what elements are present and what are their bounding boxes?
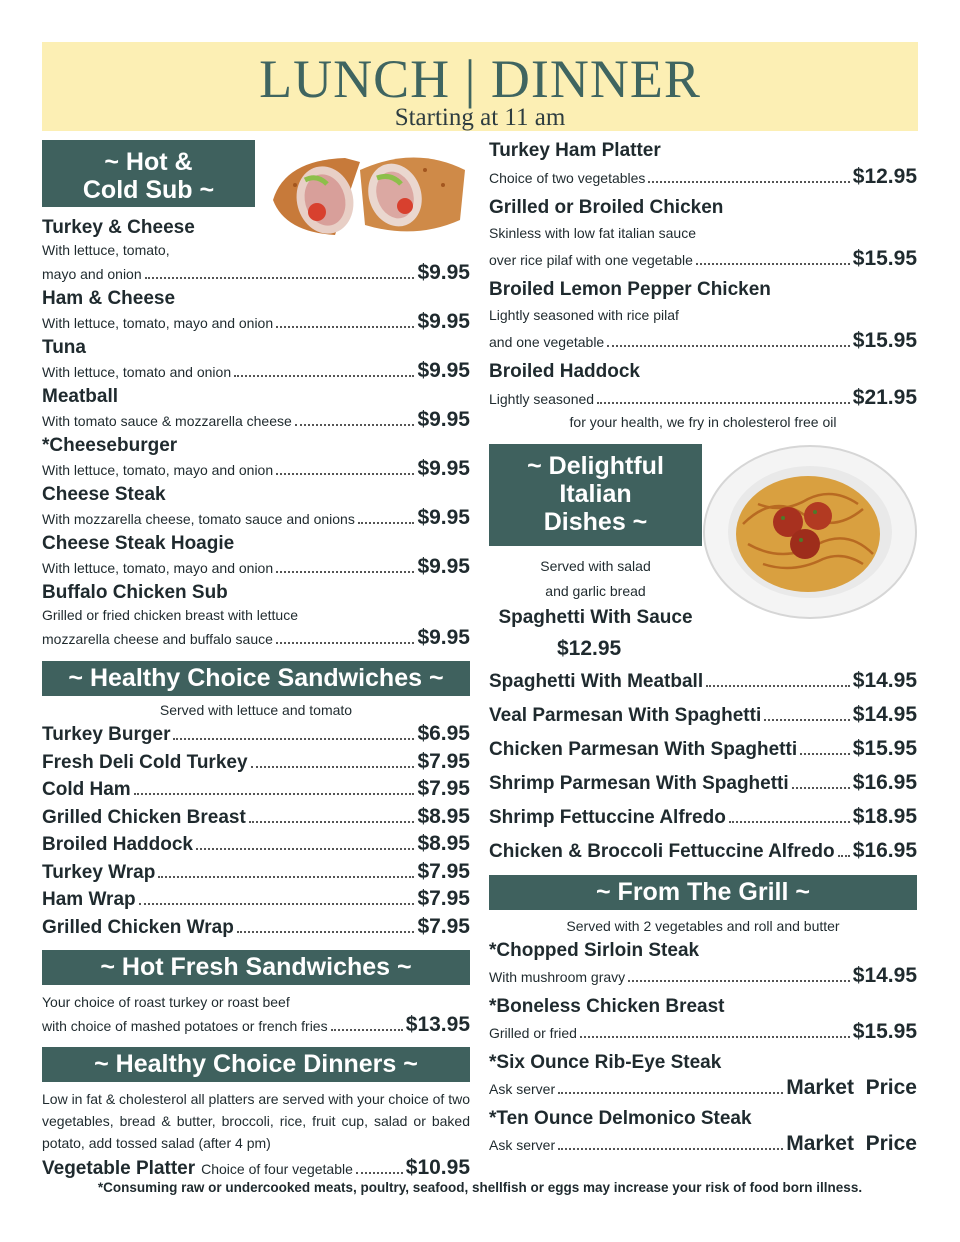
item-name: Veal Parmesan With Spaghetti	[489, 705, 762, 726]
menu-item	[42, 832, 470, 856]
menu-item	[489, 703, 917, 727]
item-desc: With lettuce, tomato, mayo and onion	[42, 560, 274, 576]
item-desc: Grilled or fried	[489, 1025, 577, 1041]
menu-item	[489, 805, 917, 829]
item-price: $9.95	[417, 359, 470, 382]
item-name: Turkey Wrap	[42, 861, 156, 883]
item-name: Shrimp Parmesan With Spaghetti	[489, 773, 789, 794]
dot-leader	[331, 1029, 403, 1031]
section-heading-healthy-sandwiches: ~ Healthy Choice Sandwiches ~	[42, 661, 470, 696]
dot-leader	[696, 263, 850, 265]
item-name: *Chopped Sirloin Steak	[489, 940, 700, 961]
item-desc: With lettuce, tomato, mayo and onion	[42, 462, 274, 478]
menu-item	[42, 1013, 470, 1037]
dot-leader	[800, 753, 850, 755]
item-price: $9.95	[417, 261, 470, 284]
menu-item	[42, 484, 470, 530]
dot-leader	[145, 277, 415, 279]
item-desc: Choice of two vegetables	[489, 170, 646, 186]
dot-leader	[173, 738, 414, 740]
item-name: Buffalo Chicken Sub	[42, 582, 228, 603]
title-banner	[42, 42, 918, 131]
heading-line: ~ Hot &	[104, 148, 193, 176]
section-heading-hot-fresh: ~ Hot Fresh Sandwiches ~	[42, 950, 470, 985]
menu-item	[489, 1108, 917, 1156]
menu-item	[489, 996, 917, 1044]
heading-line: Dishes ~	[543, 508, 648, 536]
dot-leader	[276, 571, 414, 573]
menu-item	[42, 805, 470, 829]
oil-note: for your health, we fry in cholesterol free oil	[569, 414, 837, 430]
item-desc: Your choice of roast turkey or roast beef	[42, 994, 290, 1010]
dot-leader	[706, 685, 850, 687]
dot-leader	[276, 326, 414, 328]
menu-item	[489, 737, 917, 761]
item-desc: Choice of four vegetable	[201, 1161, 353, 1177]
item-desc: Skinless with low fat italian sauce	[489, 225, 696, 241]
item-name: Turkey Ham Platter	[489, 140, 661, 161]
dot-leader	[249, 821, 415, 823]
right-column	[489, 140, 917, 1159]
item-price: $8.95	[417, 832, 470, 855]
dot-leader	[558, 1092, 783, 1094]
item-price: $15.95	[852, 247, 917, 270]
item-name: *Six Ounce Rib-Eye Steak	[489, 1052, 722, 1073]
item-name: Cheese Steak	[42, 484, 166, 505]
menu-item	[42, 533, 470, 579]
dot-leader	[356, 1172, 403, 1174]
item-name: *Boneless Chicken Breast	[489, 996, 725, 1017]
item-desc: Ask server	[489, 1081, 556, 1097]
menu-item	[489, 669, 917, 693]
dot-leader	[134, 793, 415, 795]
item-price: $7.95	[417, 777, 470, 800]
dot-leader	[558, 1148, 783, 1150]
menu-item	[489, 140, 917, 189]
item-price: $8.95	[417, 804, 470, 828]
item-desc: with choice of mashed potatoes or french fries	[42, 1018, 328, 1034]
section-heading-italian	[489, 444, 702, 546]
menu-item	[42, 288, 470, 334]
dot-leader	[276, 642, 415, 644]
item-desc: Lightly seasoned	[489, 391, 595, 407]
item-name: Cheese Steak Hoagie	[42, 533, 235, 554]
dot-leader	[729, 821, 850, 823]
section-note: Served with lettuce and tomato	[159, 702, 353, 718]
item-price: $16.95	[852, 771, 917, 794]
item-name: Spaghetti With Sauce	[498, 607, 693, 628]
dot-leader	[838, 855, 850, 857]
section-heading-healthy-dinners: ~ Healthy Choice Dinners ~	[42, 1047, 470, 1082]
item-name: Turkey & Cheese	[42, 217, 195, 238]
item-name: Chicken Parmesan With Spaghetti	[489, 739, 798, 760]
item-name: Spaghetti With Meatball	[489, 671, 704, 692]
menu-item	[42, 722, 470, 746]
item-price: $10.95	[405, 1156, 470, 1179]
menu-item	[42, 915, 470, 939]
menu-item	[42, 337, 470, 383]
item-name: Chicken & Broccoli Fettuccine Alfredo	[489, 841, 835, 862]
item-price: $9.95	[417, 457, 470, 480]
item-price: $7.95	[417, 859, 470, 883]
menu-item	[489, 771, 917, 795]
item-name: Cold Ham	[42, 779, 131, 800]
item-price: Market Price	[786, 1132, 917, 1155]
item-price: $9.95	[417, 408, 470, 431]
item-price: $15.95	[852, 737, 917, 760]
page-subtitle: Starting at 11 am	[394, 104, 566, 131]
menu-item	[42, 887, 470, 911]
italian-intro	[489, 554, 702, 661]
item-desc: Grilled or fried chicken breast with lettuce	[42, 607, 298, 623]
dot-leader	[139, 903, 415, 905]
item-name: Ham Wrap	[42, 889, 136, 910]
item-name: Meatball	[42, 386, 119, 407]
dot-leader	[295, 424, 415, 426]
item-price: $15.95	[852, 1020, 917, 1043]
dot-leader	[648, 181, 849, 183]
menu-item	[42, 386, 470, 432]
served-note: Served with salad	[540, 558, 651, 574]
item-price: $9.95	[417, 626, 470, 649]
item-desc: and one vegetable	[489, 334, 605, 350]
item-name: Turkey Burger	[42, 724, 171, 745]
item-price: Market Price	[786, 1076, 917, 1099]
dot-leader	[158, 876, 414, 878]
dot-leader	[607, 345, 850, 347]
item-desc: With lettuce, tomato and onion	[42, 364, 232, 380]
item-price: $9.95	[417, 310, 470, 333]
heading-line: Italian	[559, 480, 632, 508]
dot-leader	[792, 787, 850, 789]
item-price: $18.95	[852, 805, 917, 828]
page-title: LUNCH | DINNER	[259, 49, 701, 109]
item-name: Tuna	[42, 337, 86, 358]
item-desc: over rice pilaf with one vegetable	[489, 252, 693, 268]
item-price: $14.95	[852, 669, 917, 692]
item-price: $12.95	[852, 165, 917, 188]
menu-item	[489, 839, 917, 863]
left-column	[42, 140, 470, 1180]
item-price: $7.95	[417, 749, 470, 773]
section-desc: Low in fat & cholesterol all platters are served with your choice of two vegetables, bread & butter, broccoli, rice, fruit cup, salad or baked potato, add tossed salad (after 4 pm)	[42, 1091, 470, 1151]
spaghetti-plate-photo	[703, 444, 918, 620]
wrap-sandwich-photo	[265, 140, 471, 246]
item-desc: Ask server	[489, 1137, 556, 1153]
menu-item	[489, 940, 917, 988]
grill-note: Served with 2 vegetables and roll and butter	[566, 918, 840, 934]
served-note: and garlic bread	[545, 583, 646, 599]
menu-item	[489, 279, 917, 353]
item-name: Broiled Lemon Pepper Chicken	[489, 279, 771, 300]
item-desc: With lettuce, tomato,	[42, 242, 170, 258]
item-price: $9.95	[417, 506, 470, 529]
item-name: Ham & Cheese	[42, 288, 176, 309]
menu-item	[489, 1052, 917, 1100]
heading-line: ~ Delightful	[527, 452, 664, 480]
section-heading-grill: ~ From The Grill ~	[489, 875, 917, 910]
section-heading-hot-cold-sub	[42, 140, 255, 207]
item-desc: With tomato sauce & mozzarella cheese	[42, 413, 292, 429]
menu-item	[42, 860, 470, 884]
food-safety-disclaimer: *Consuming raw or undercooked meats, poultry, seafood, shellfish or eggs may increase your risk of food born illness.	[97, 1180, 863, 1195]
item-price: $21.95	[852, 386, 917, 409]
item-name: Grilled Chicken Wrap	[42, 916, 234, 938]
dot-leader	[628, 980, 850, 982]
item-name: Broiled Haddock	[489, 361, 640, 382]
item-desc: Lightly seasoned with rice pilaf	[489, 307, 679, 323]
item-name: Fresh Deli Cold Turkey	[42, 751, 248, 773]
item-price: $12.95	[557, 637, 622, 660]
dot-leader	[276, 473, 414, 475]
menu-item	[42, 1156, 470, 1180]
item-price: $6.95	[417, 722, 470, 745]
menu-item	[489, 197, 917, 271]
item-price: $15.95	[852, 329, 917, 352]
item-price: $14.95	[852, 964, 917, 987]
item-name: *Ten Ounce Delmonico Steak	[489, 1108, 752, 1129]
item-desc: mayo and onion	[42, 266, 142, 282]
item-name: Grilled or Broiled Chicken	[489, 197, 724, 218]
item-desc: With mushroom gravy	[489, 969, 626, 985]
item-name: *Cheeseburger	[42, 435, 178, 456]
dot-leader	[358, 522, 415, 524]
item-desc: With lettuce, tomato, mayo and onion	[42, 315, 274, 331]
item-price: $7.95	[417, 914, 470, 938]
dot-leader	[597, 402, 850, 404]
menu-item	[489, 361, 917, 410]
menu-item	[42, 750, 470, 774]
dot-leader	[234, 375, 414, 377]
item-price: $13.95	[405, 1013, 470, 1036]
dot-leader	[580, 1036, 850, 1038]
item-price: $7.95	[417, 887, 470, 910]
item-price: $14.95	[852, 703, 917, 726]
menu-item	[42, 435, 470, 481]
item-desc: With mozzarella cheese, tomato sauce and onions	[42, 511, 355, 527]
item-name: Shrimp Fettuccine Alfredo	[489, 807, 726, 828]
menu-item	[42, 777, 470, 801]
dot-leader	[196, 848, 414, 850]
item-price: $16.95	[852, 839, 917, 862]
menu-item	[42, 582, 470, 650]
item-desc: mozzarella cheese and buffalo sauce	[42, 631, 273, 647]
item-name: Grilled Chicken Breast	[42, 806, 246, 828]
item-price: $9.95	[417, 555, 470, 578]
dot-leader	[251, 766, 415, 768]
dot-leader	[764, 719, 850, 721]
dot-leader	[237, 931, 415, 933]
heading-line: Cold Sub ~	[82, 176, 215, 204]
item-name: Vegetable Platter	[42, 1158, 196, 1179]
item-name: Broiled Haddock	[42, 834, 193, 855]
